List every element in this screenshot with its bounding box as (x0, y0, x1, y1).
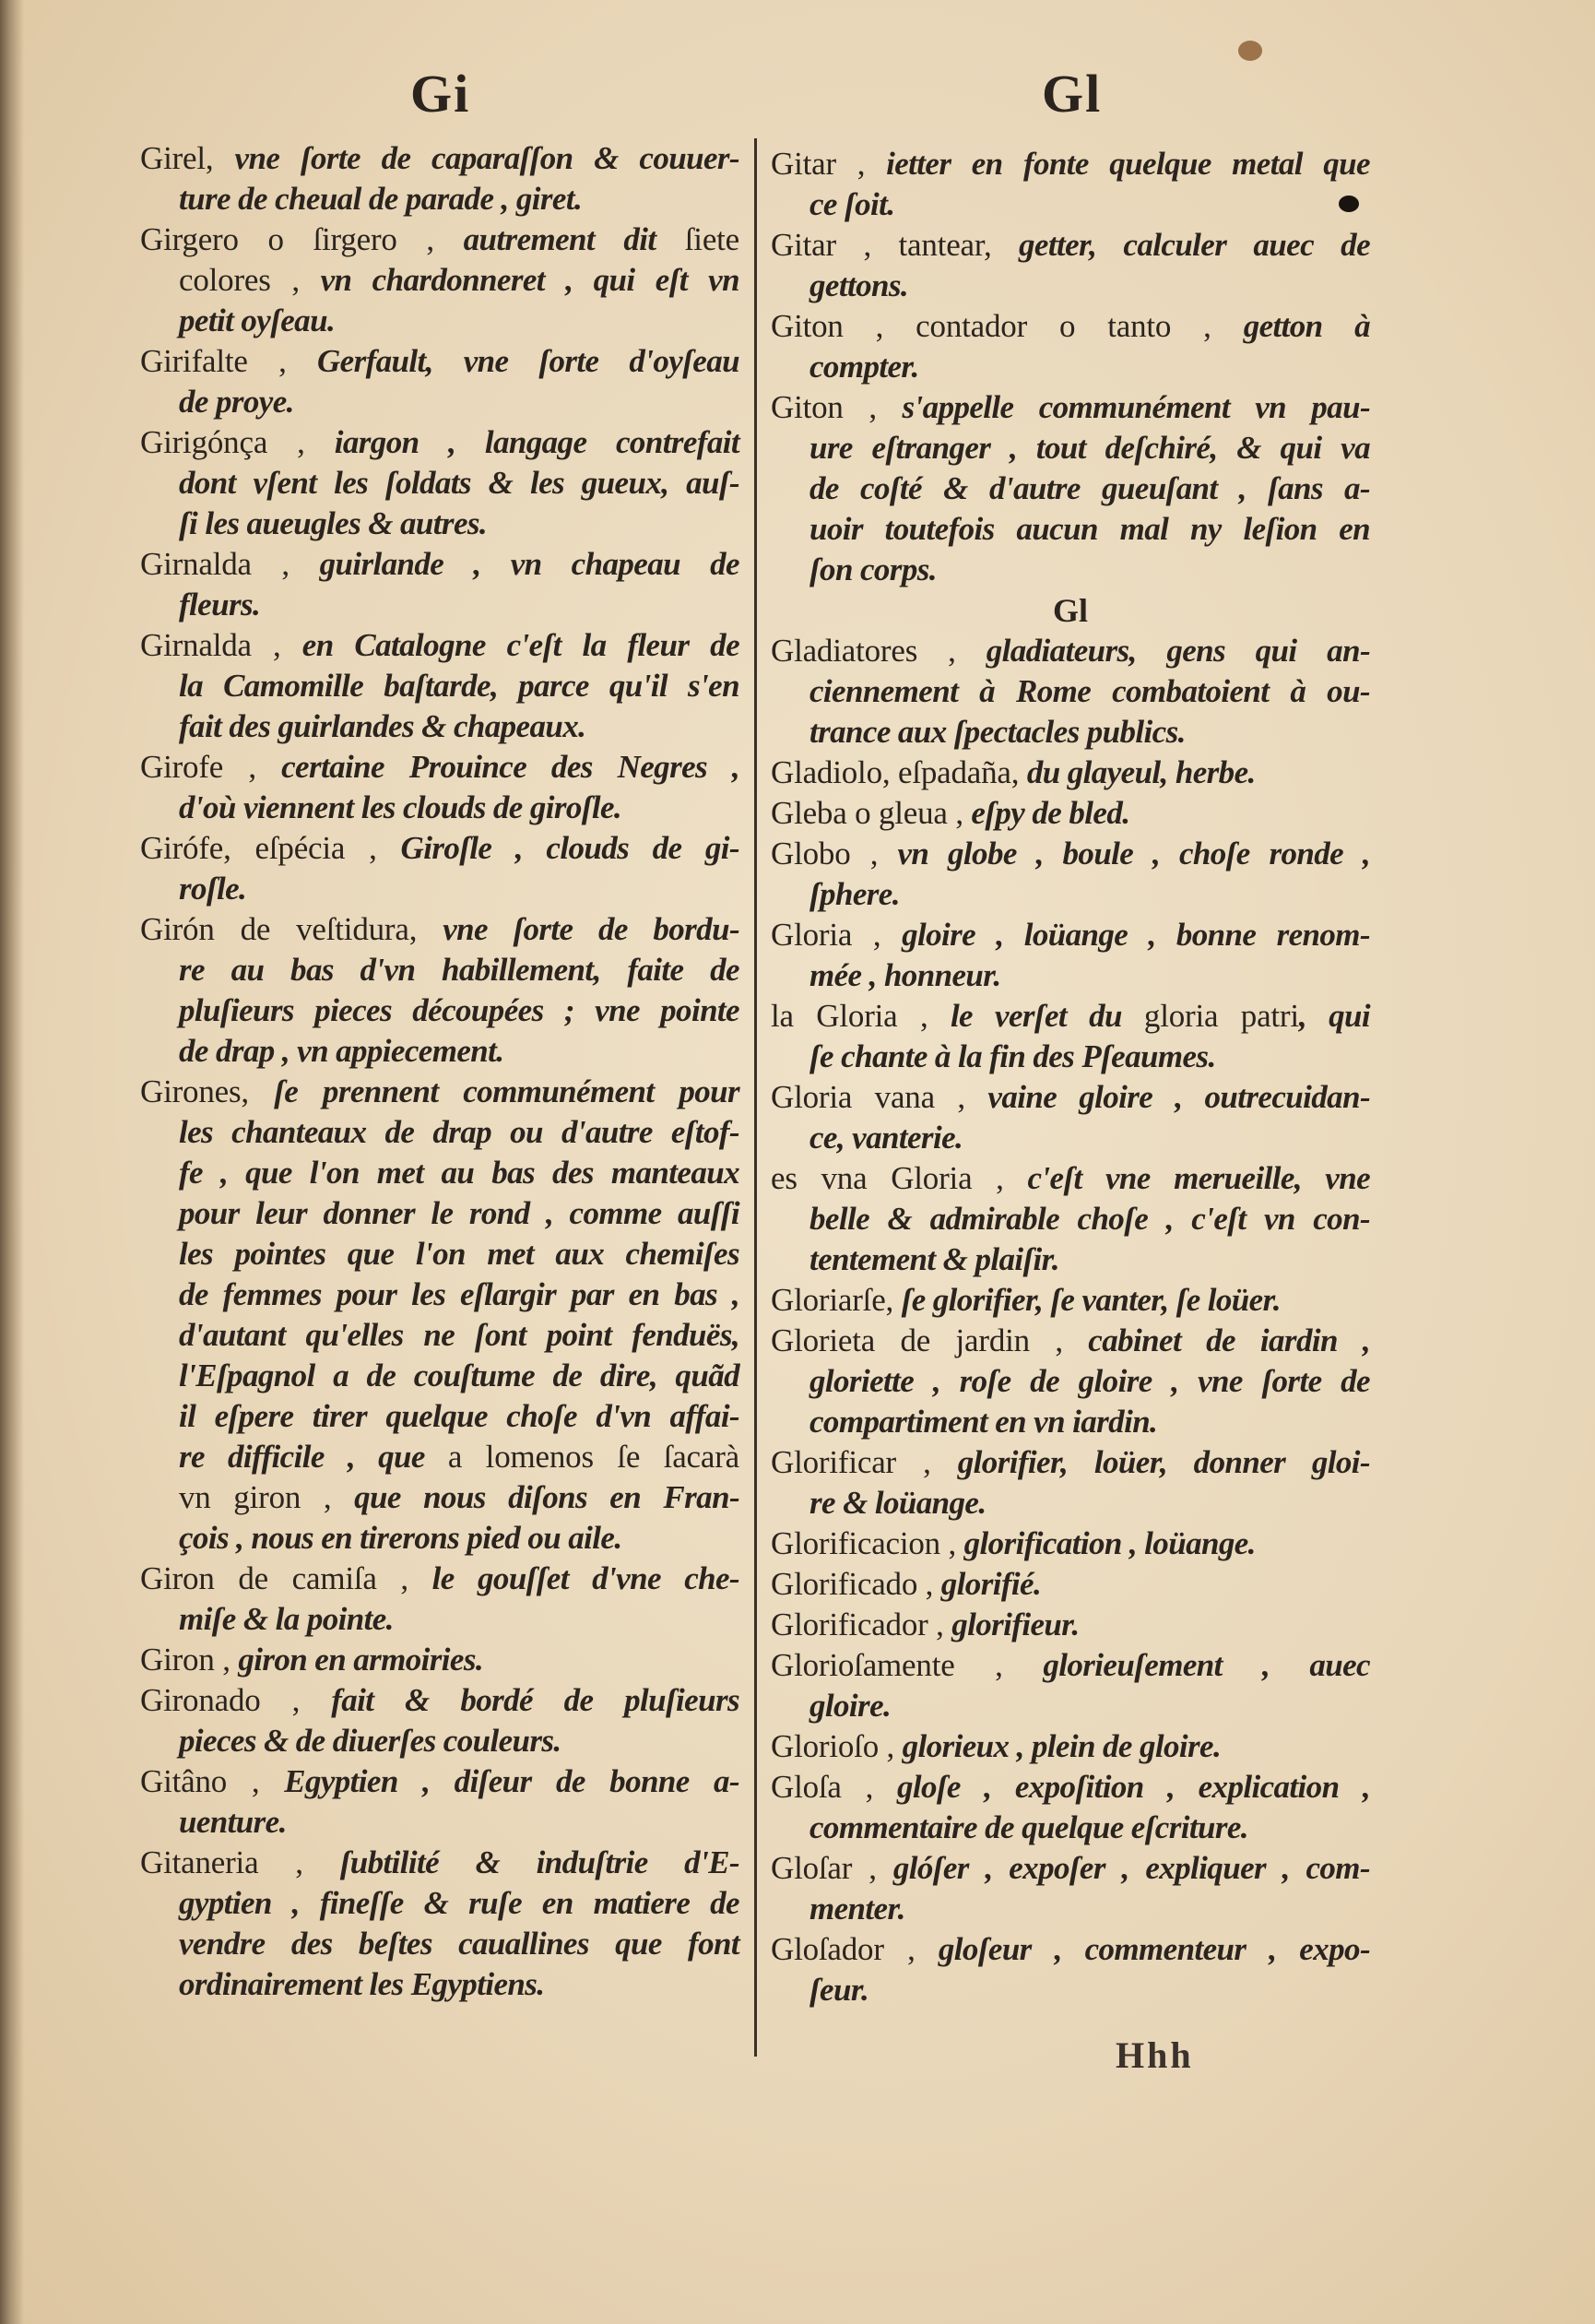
entry-continuation (140, 706, 739, 747)
entry-headline (771, 144, 1370, 184)
spanish-text: Glorificador , (771, 1607, 952, 1642)
french-gloss-text: ietter en fonte quelque metal que (886, 146, 1370, 182)
running-head-right: Gl (1042, 64, 1103, 124)
french-gloss-text: ſe prennent communément pour (274, 1073, 739, 1109)
entry-headline (140, 219, 739, 260)
dictionary-entry (140, 828, 739, 909)
dictionary-entry (771, 387, 1370, 590)
french-gloss-text: pieces & de diuerſes couleurs. (179, 1723, 561, 1759)
entry-continuation (140, 463, 739, 504)
dictionary-entry (771, 1726, 1370, 1767)
dictionary-entry (771, 1929, 1370, 2010)
french-gloss-text: gettons. (809, 267, 909, 303)
french-gloss-text: belle & admirable choſe , c'eſt vn con- (809, 1201, 1370, 1237)
spanish-text: Gitâno , (140, 1763, 285, 1799)
entry-headline (771, 387, 1370, 428)
french-gloss-text: menter. (809, 1891, 905, 1927)
dictionary-entry (140, 1761, 739, 1843)
french-gloss-text: ſphere. (809, 876, 900, 912)
french-gloss-text: vn globe , boule , choſe ronde , (897, 836, 1371, 872)
entry-continuation (771, 1361, 1370, 1402)
spanish-text: Gloſar , (771, 1850, 893, 1886)
dictionary-entry (140, 909, 739, 1072)
entry-headline (140, 828, 739, 869)
french-gloss-text: c'eſt vne merueille, vne (1027, 1160, 1371, 1196)
french-gloss-text: ciennement à Rome combatoient à ou- (809, 673, 1370, 709)
dictionary-entry (771, 996, 1370, 1077)
entry-headline (771, 1726, 1370, 1767)
entry-continuation (771, 712, 1370, 753)
entry-continuation (140, 666, 739, 706)
entry-continuation (771, 1970, 1370, 2010)
dictionary-entry (140, 1640, 739, 1680)
dictionary-entry (140, 1680, 739, 1761)
dictionary-entry (771, 834, 1370, 915)
french-gloss-text: glorieuſement , auec (1043, 1647, 1370, 1683)
spanish-text: la Gloria , (771, 998, 951, 1034)
entry-headline (771, 1442, 1370, 1483)
french-gloss-text: glorifieur. (951, 1607, 1080, 1642)
entry-continuation (771, 1889, 1370, 1929)
french-gloss-text: re difficile , que (179, 1439, 448, 1475)
french-gloss-text: commentaire de quelque eſcriture. (809, 1809, 1248, 1845)
right-column (771, 144, 1370, 2010)
french-gloss-text: compter. (809, 349, 919, 385)
entry-headline (771, 1929, 1370, 1970)
entry-continuation (771, 509, 1370, 550)
entry-continuation (771, 1239, 1370, 1280)
french-gloss-text: les pointes que l'on met aux chemiſes (179, 1236, 739, 1272)
spanish-text: Girgero o ſirgero , (140, 221, 464, 257)
entry-continuation (771, 1037, 1370, 1077)
entry-headline (771, 1077, 1370, 1118)
spanish-text: Glorificacion , (771, 1525, 964, 1561)
entry-headline (140, 1640, 739, 1680)
french-gloss-text: d'autant qu'elles ne ſont point fenduës, (179, 1317, 739, 1353)
french-gloss-text: de femmes pour les eſlargir par en bas , (179, 1276, 739, 1312)
spanish-text: Giron , (140, 1642, 239, 1678)
french-gloss-text: gloire , loüange , bonne renom- (902, 917, 1370, 953)
french-gloss-text: vne ſorte de bordu- (443, 911, 740, 947)
spanish-text: Gitar , tantear, (771, 227, 1020, 263)
french-gloss-text: eſpy de bled. (971, 795, 1130, 831)
spanish-text: Glorieta de jardin , (771, 1322, 1089, 1358)
entry-continuation (140, 1193, 739, 1234)
entry-continuation (771, 550, 1370, 590)
column-rule (754, 138, 757, 2057)
spanish-text: Giton , (771, 389, 903, 425)
entry-headline (771, 753, 1370, 793)
french-gloss-text: fe , que l'on met au bas des manteaux (179, 1155, 739, 1191)
entry-headline (140, 341, 739, 382)
dictionary-entry (771, 1767, 1370, 1848)
dictionary-entry (771, 1848, 1370, 1929)
french-gloss-text: de coſté & d'autre gueuſant , ſans a- (809, 470, 1370, 506)
entry-headline (771, 834, 1370, 874)
entry-headline (771, 996, 1370, 1037)
french-gloss-text: vne ſorte de caparaſſon & couuer- (234, 140, 739, 176)
spanish-text: Girel, (140, 140, 235, 176)
french-gloss-text: getton à (1243, 308, 1370, 344)
french-gloss-text: ordinairement les Egyptiens. (179, 1966, 545, 2002)
section-subhead: Gl (1052, 592, 1088, 629)
french-gloss-text: mée , honneur. (809, 957, 1001, 993)
spanish-text: Glorioſo , (771, 1728, 903, 1764)
spanish-text: Giron de camiſa , (140, 1560, 432, 1596)
french-gloss-text: glorification , loüange. (963, 1525, 1256, 1561)
french-gloss-text: du glayeul, herbe. (1026, 754, 1256, 790)
french-gloss-text: il eſpere tirer quelque choſe d'vn affai- (179, 1398, 739, 1434)
french-gloss-text: d'où viennent les clouds de giroſle. (179, 789, 622, 825)
dictionary-entry (771, 793, 1370, 834)
entry-headline (140, 625, 739, 666)
spanish-text: Gitaneria , (140, 1844, 340, 1880)
entry-continuation (140, 260, 739, 301)
spanish-text: Gloria vana , (771, 1079, 988, 1115)
french-gloss-text: uenture. (179, 1804, 287, 1840)
french-gloss-text: gloſeur , commenteur , expo- (938, 1931, 1370, 1967)
french-gloss-text: fait des guirlandes & chapeaux. (179, 708, 586, 744)
french-gloss-text: fait & bordé de pluſieurs (331, 1682, 739, 1718)
entry-continuation (140, 1964, 739, 2005)
spanish-text: ſiete (684, 221, 740, 257)
entry-continuation (140, 585, 739, 625)
entry-continuation (140, 1721, 739, 1761)
page-edge-shadow (0, 0, 24, 2324)
dictionary-entry (771, 225, 1370, 306)
french-gloss-text: le gouſſet d'vne che- (431, 1560, 739, 1596)
dictionary-entry (771, 753, 1370, 793)
french-gloss-text: fleurs. (179, 587, 261, 622)
entry-continuation (771, 1199, 1370, 1239)
entry-continuation (140, 1437, 739, 1477)
entry-continuation (140, 382, 739, 422)
entry-continuation (140, 990, 739, 1031)
running-head-left: Gi (410, 64, 471, 124)
french-gloss-text: de proye. (179, 384, 294, 420)
spanish-text: Girnalda , (140, 627, 302, 663)
entry-headline (771, 915, 1370, 955)
french-gloss-text: ce ſoit. (809, 186, 895, 222)
entry-headline (140, 1843, 739, 1883)
french-gloss-text: ſon corps. (809, 551, 937, 587)
entry-headline (140, 1072, 739, 1112)
dictionary-entry (140, 341, 739, 422)
dictionary-entry (771, 1280, 1370, 1321)
entry-headline (771, 1321, 1370, 1361)
entry-headline (140, 422, 739, 463)
entry-headline (771, 1645, 1370, 1686)
dictionary-entry (140, 1559, 739, 1640)
french-gloss-text: ſe glorifier, ſe vanter, ſe loüer. (901, 1282, 1281, 1318)
french-gloss-text: trance aux ſpectacles publics. (809, 714, 1186, 750)
dictionary-entry (771, 1158, 1370, 1280)
dictionary-entry (140, 1072, 739, 1559)
entry-continuation (771, 1118, 1370, 1158)
french-gloss-text: gloſe , expoſition , explication , (896, 1769, 1370, 1805)
french-gloss-text: s'appelle communément vn pau- (902, 389, 1370, 425)
french-gloss-text: de drap , vn appiecement. (179, 1033, 504, 1069)
entry-continuation (140, 950, 739, 990)
spanish-text: a lomenos ſe ſacarà (447, 1439, 739, 1475)
spanish-text: Girones, (140, 1073, 275, 1109)
paper-stain (1238, 41, 1262, 61)
french-gloss-text: le verſet du (950, 998, 1144, 1034)
french-gloss-text: vendre des beſtes cauallines que font (179, 1926, 739, 1962)
entry-headline (771, 225, 1370, 266)
spanish-text: vn giron , (179, 1479, 355, 1515)
french-gloss-text: glorifié. (940, 1566, 1042, 1602)
french-gloss-text: çois , nous en tirerons pied ou aile. (179, 1520, 622, 1556)
dictionary-entry (140, 219, 739, 341)
french-gloss-text: pluſieurs pieces découpées ; vne pointe (179, 992, 739, 1028)
entry-headline (771, 1280, 1370, 1321)
entry-continuation (140, 869, 739, 909)
spanish-text: Gloria , (771, 917, 903, 953)
entry-continuation (771, 671, 1370, 712)
french-gloss-text: uoir toutefois aucun mal ny leſion en (809, 511, 1370, 547)
french-gloss-text: certaine Prouince des Negres , (281, 749, 739, 785)
spanish-text: Glorificar , (771, 1444, 958, 1480)
dictionary-entry (771, 1645, 1370, 1726)
dictionary-entry (771, 144, 1370, 225)
entry-headline (771, 631, 1370, 671)
entry-headline (771, 1564, 1370, 1605)
french-gloss-text: vn chardonneret , qui eſt vn (320, 262, 739, 298)
dictionary-entry (771, 1321, 1370, 1442)
dictionary-entry (771, 1564, 1370, 1605)
left-column (140, 138, 739, 2005)
entry-continuation (771, 184, 1370, 225)
entry-headline (771, 1158, 1370, 1199)
french-gloss-text: giron en armoiries. (238, 1642, 484, 1678)
entry-headline (140, 1559, 739, 1599)
dictionary-entry (140, 544, 739, 625)
entry-continuation (771, 1686, 1370, 1726)
dictionary-entry (140, 422, 739, 544)
french-gloss-text: miſe & la pointe. (179, 1601, 394, 1637)
entry-continuation (771, 428, 1370, 468)
french-gloss-text: les chanteaux de drap ou d'autre eſtof- (179, 1114, 739, 1150)
entry-continuation (771, 1483, 1370, 1524)
dictionary-entry (771, 631, 1370, 753)
entry-headline (140, 1680, 739, 1721)
french-gloss-text: , qui (1298, 998, 1370, 1034)
french-gloss-text: gladiateurs, gens qui an- (986, 633, 1370, 669)
french-gloss-text: gyptien , fineſſe & ruſe en matiere de (179, 1885, 739, 1921)
spanish-text: Girigónça , (140, 424, 335, 460)
entry-headline (140, 1761, 739, 1802)
spanish-text: es vna Gloria , (771, 1160, 1028, 1196)
french-gloss-text: roſle. (179, 871, 247, 907)
entry-headline (771, 1848, 1370, 1889)
french-gloss-text: iargon , langage contrefait (334, 424, 739, 460)
entry-continuation (140, 1356, 739, 1396)
spanish-text: Gloſa , (771, 1769, 897, 1805)
entry-continuation (771, 874, 1370, 915)
french-gloss-text: vaine gloire , outrecuidan- (987, 1079, 1371, 1115)
entry-continuation (771, 1808, 1370, 1848)
dictionary-entry (140, 625, 739, 747)
french-gloss-text: ſe chante à la fin des Pſeaumes. (809, 1038, 1216, 1074)
entry-continuation (140, 1031, 739, 1072)
signature-mark: Hhh (1116, 2034, 1194, 2076)
spanish-text: Glorioſamente , (771, 1647, 1044, 1683)
entry-continuation (140, 1802, 739, 1843)
spanish-text: Girofe , (140, 749, 282, 785)
french-gloss-text: gloriette , roſe de gloire , vne ſorte de (809, 1363, 1370, 1399)
dictionary-entry (771, 1077, 1370, 1158)
french-gloss-text: ture de cheual de parade , giret. (179, 181, 583, 217)
spanish-text: Globo , (771, 836, 898, 872)
spanish-text: Gitar , (771, 146, 887, 182)
entry-continuation (771, 468, 1370, 509)
dictionary-entry (140, 747, 739, 828)
spanish-text: Gleba o gleua , (771, 795, 972, 831)
dictionary-entry (140, 1843, 739, 2005)
entry-continuation (771, 347, 1370, 387)
entry-continuation (140, 1599, 739, 1640)
entry-continuation (140, 1883, 739, 1924)
entry-continuation (140, 179, 739, 219)
french-gloss-text: autrement dit (463, 221, 685, 257)
dictionary-entry (140, 138, 739, 219)
french-gloss-text: ure eſtranger , tout deſchiré, & qui va (809, 430, 1370, 466)
french-gloss-text: re au bas d'vn habillement, faite de (179, 952, 739, 988)
french-gloss-text: cabinet de iardin , (1088, 1322, 1370, 1358)
french-gloss-text: gloire. (809, 1688, 892, 1724)
spanish-text: Giton , contador o tanto , (771, 308, 1244, 344)
french-gloss-text: ce, vanterie. (809, 1120, 963, 1156)
entry-continuation (771, 266, 1370, 306)
entry-headline (771, 1605, 1370, 1645)
spanish-text: Gladiolo, eſpadaña, (771, 754, 1027, 790)
spanish-text: colores , (179, 262, 321, 298)
french-gloss-text: glorifier, loüer, donner gloi- (957, 1444, 1370, 1480)
entry-continuation (140, 1153, 739, 1193)
entry-headline (140, 747, 739, 788)
french-gloss-text: Egyptien , diſeur de bonne a- (284, 1763, 739, 1799)
dictionary-entry (771, 1524, 1370, 1564)
entry-continuation (140, 1234, 739, 1275)
entry-continuation (140, 301, 739, 341)
entry-headline (771, 1767, 1370, 1808)
french-gloss-text: l'Eſpagnol a de couſtume de dire, quãd (179, 1358, 739, 1393)
french-gloss-text: dont vſent les ſoldats & les gueux, auſ- (179, 465, 739, 501)
french-gloss-text: Giroſle , clouds de gi- (400, 830, 739, 866)
french-gloss-text: glorieux , plein de gloire. (902, 1728, 1222, 1764)
spanish-text: Girifalte , (140, 343, 317, 379)
entry-continuation (771, 955, 1370, 996)
french-gloss-text: guirlande , vn chapeau de (319, 546, 739, 582)
french-gloss-text: ſi les aueugles & autres. (179, 505, 488, 541)
entry-continuation (140, 1315, 739, 1356)
spanish-text: Gironado , (140, 1682, 332, 1718)
entry-continuation (140, 1396, 739, 1437)
entry-continuation (140, 504, 739, 544)
entry-continuation (140, 1275, 739, 1315)
entry-continuation (140, 788, 739, 828)
dictionary-entry (771, 915, 1370, 996)
entry-continuation (140, 1518, 739, 1559)
entry-headline (140, 909, 739, 950)
spanish-text: Gloſador , (771, 1931, 939, 1967)
spanish-text: Girón de veſtidura, (140, 911, 443, 947)
french-gloss-text: ſeur. (809, 1972, 869, 2008)
spanish-text: Gloriarſe, (771, 1282, 902, 1318)
entry-headline (140, 138, 739, 179)
french-gloss-text: pour leur donner le rond , comme auſſi (179, 1195, 739, 1231)
french-gloss-text: glóſer , expoſer , expliquer , com- (892, 1850, 1370, 1886)
entry-headline (771, 306, 1370, 347)
french-gloss-text: compartiment en vn iardin. (809, 1404, 1158, 1440)
entry-headline (771, 793, 1370, 834)
french-gloss-text: Gerfault, vne ſorte d'oyſeau (316, 343, 739, 379)
french-gloss-text: petit oyſeau. (179, 302, 336, 338)
dictionary-entry (771, 306, 1370, 387)
entry-continuation (140, 1112, 739, 1153)
french-gloss-text: getter, calculer auec de (1019, 227, 1370, 263)
spanish-text: gloria patri (1143, 998, 1299, 1034)
entry-headline (140, 544, 739, 585)
dictionary-entry (771, 1442, 1370, 1524)
spanish-text: Girófe, eſpécia , (140, 830, 401, 866)
french-gloss-text: que nous diſons en Fran- (354, 1479, 739, 1515)
entry-continuation (140, 1477, 739, 1518)
french-gloss-text: re & loüange. (809, 1485, 987, 1521)
spanish-text: Glorificado , (771, 1566, 941, 1602)
spanish-text: Gladiatores , (771, 633, 987, 669)
french-gloss-text: ſubtilité & induſtrie d'E- (339, 1844, 739, 1880)
entry-continuation (771, 1402, 1370, 1442)
french-gloss-text: la Camomille baſtarde, parce qu'il s'en (179, 668, 739, 704)
french-gloss-text: tentement & plaiſir. (809, 1241, 1059, 1277)
dictionary-entry (771, 1605, 1370, 1645)
entry-headline (771, 1524, 1370, 1564)
spanish-text: Girnalda , (140, 546, 320, 582)
french-gloss-text: en Catalogne c'eſt la fleur de (301, 627, 739, 663)
entry-continuation (140, 1924, 739, 1964)
